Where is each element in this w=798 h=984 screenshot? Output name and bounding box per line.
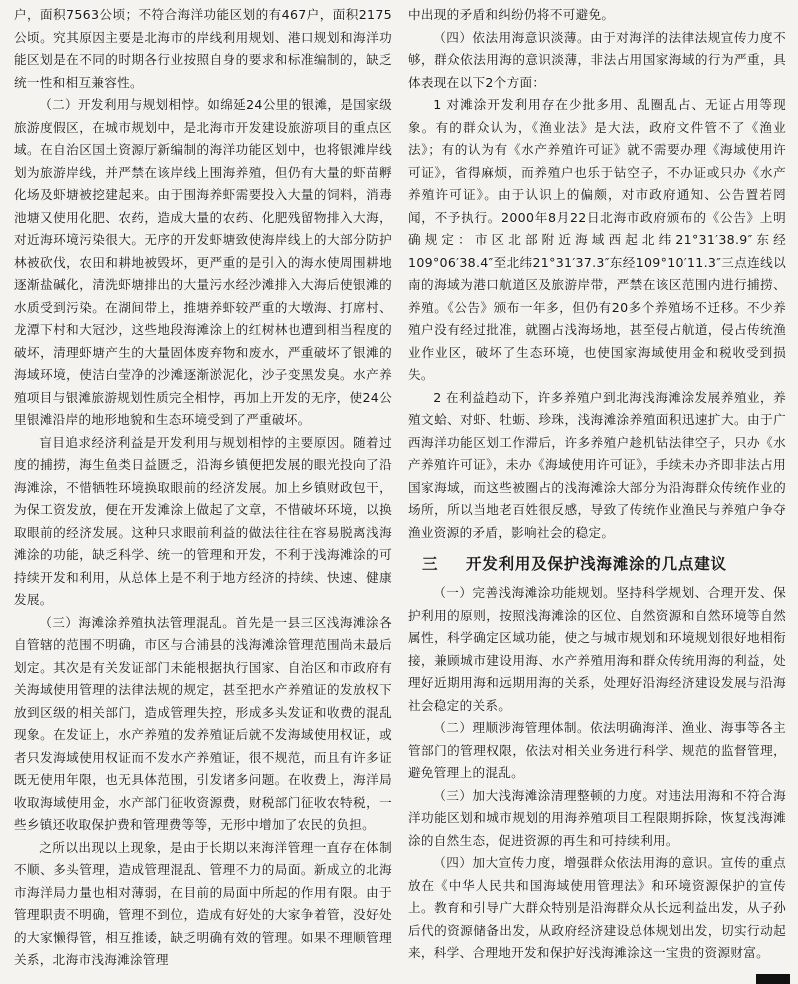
- left-paragraph-1: 户，面积7563公顷；不符合海洋功能区划的有467户，面积2175公顷。究其原因主要是北海市的岸线利用规划、港口规划和海洋功能区划是在不同的时期各行业按照自身的要求和标准编制的，缺乏统一性和相互兼容性。: [14, 7, 392, 90]
- page-corner-mark: [756, 974, 790, 984]
- left-paragraph-2: （二）开发利用与规划相悖。如绵延24公里的银滩，是国家级旅游度假区，在城市规划中，是北海市开发建设旅游项目的重点区域。在自治区国土资源厅新编制的海洋功能区划中，也将银滩岸线划为旅游岸线，并严禁在该岸线上围海养殖，但仍有大量的虾苗孵化场及虾塘被挖建起来。由于围海养虾需要投入大量的饲料，消毒池塘又使用化肥、农药，造成大量的农药、化肥残留物排入大海，对近海环境污染很大。无序的开发虾塘致使海岸线上的大部分防护林被砍伐，农田和耕地被毁坏，更严重的是引入的海水使周围耕地逐渐盐碱化，清洗虾塘排出的大量污水经沙滩排入大海后使银滩的水质受到污染。在湖间带上，推塘养虾较严重的大墩海、打席村、龙潭下村和大冠沙，这些地段海滩涂上的红树林也遭到相当程度的破坏，清理虾塘产生的大量固体废弃物和废水，严重破坏了银滩的海域环境，使洁白莹净的沙滩逐渐淤泥化，沙子变黑发臭。水产养殖项目与银滩旅游规划性质完全相悖，再加上开发的无序，使24公里银滩沿岸的地形地貌和生态环境受到了严重破坏。: [14, 97, 392, 427]
- section-heading: [422, 552, 786, 576]
- right-paragraph-7: （三）加大浅海滩涂清理整顿的力度。对违法用海和不符合海洋功能区划和城市规划的用海养殖项目工程限期拆除，恢复浅海滩涂的自然生态，促进资源的再生和可持续利用。: [408, 787, 786, 848]
- right-paragraph-6: （二）理顺涉海管理体制。依法明确海洋、渔业、海事等各主管部门的管理权限，依法对相关业务进行科学、规范的监督管理，避免管理上的混乱。: [408, 720, 786, 780]
- section-title: 开发利用及保护浅海滩涂的几点建议: [466, 554, 727, 573]
- right-paragraph-3: 1 对滩涂开发利用存在少批多用、乱圈乱占、无证占用等现象。有的群众认为，《渔业法》是大法，政府文件管不了《渔业法》；有的认为有《水产养殖许可证》就不需要办理《海域使用许可证》，省得麻烦，而养殖户也乐于钻空子，不办证或只办《水产养殖许可证》。由于认识上的偏颇，对市政府通知、公告置若罔闻，不予执行。2000年8月22日北海市政府颁布的《公告》上明确规定：市区北部附近海域西起北纬21°31′38.9″东经109°06′38.4″至北纬21°31′37.3″东经109°10′11.3″三点连线以南的海域为港口航道区及旅游岸带，严禁在该区范围内进行捕捞、养殖。《公告》颁布一年多，但仍有20多个养殖场不迁移。不少养殖户没有经过批准，就圈占浅海场地，甚至侵占航道，侵占传统渔业作业区，破坏了生态环境，也使国家海域使用金和税收受到损失。: [408, 97, 786, 382]
- right-paragraph-2: （四）依法用海意识淡薄。由于对海洋的法律法规宣传力度不够，群众依法用海的意识淡薄，非法占用国家海域的行为严重，具体表现在以下2个方面：: [408, 29, 786, 90]
- right-paragraph-1: 中出现的矛盾和纠纷仍将不可避免。: [408, 7, 615, 22]
- right-paragraph-4: 2 在利益趋动下，许多养殖户到北海浅海滩涂发展养殖业，养殖文蛤、对虾、牡蛎、珍珠，浅海滩涂养殖面积迅速扩大。由于广西海洋功能区划工作滞后，许多养殖户趁机钻法律空子，只办《水产养殖许可证》，未办《海域使用许可证》，手续未办齐即非法占用国家海域，而这些被圈占的浅海滩涂大部分为沿海群众传统作业的场所，所以当地老百姓很反感，导致了传统作业渔民与养殖户争夺渔业资源的矛盾，影响社会的稳定。: [408, 389, 786, 540]
- left-column: [14, 4, 392, 972]
- left-paragraph-3: 盲目追求经济利益是开发利用与规划相悖的主要原因。随着过度的捕捞，海生鱼类日益匮乏，沿海乡镇便把发展的眼光投向了沿海滩涂，不惜牺牲环境换取眼前的经济发展。加上乡镇财政包干，为保工资发放，便在开发滩涂上做起了文章，不惜破坏环境，以换取眼前的经济发展。这种只求眼前利益的做法往往在容易脱离浅海滩涂的功能，缺乏科学、统一的管理和开发，不利于浅海滩涂的可持续开发和利用，从总体上是不利于地方经济的持续、快速、健康发展。: [14, 434, 392, 607]
- left-paragraph-5: 之所以出现以上现象，是由于长期以来海洋管理一直存在体制不顺、多头管理，造成管理混乱、管理不力的局面。新成立的北海市海洋局力量也相对薄弱，在目前的局面中所起的作用有限。由于管理职责不明确，管理不到位，造成有好处的大家争着管，没好处的大家懒得管，相互推诿，缺乏明确有效的管理。如果不理顺管理关系，北海市浅海滩涂管理: [14, 839, 392, 967]
- right-paragraph-5: （一）完善浅海滩涂功能规划。坚持科学规划、合理开发、保护利用的原则，按照浅海滩涂的区位、自然资源和自然环境等自然属性，科学确定区域功能，使之与城市规划和环境规划很好地相衔接，兼顾城市建设用海、水产养殖用海和群众传统用海的利益，处理好近期用海和远期用海的关系，处理好沿海经济建设发展与沿海社会稳定的关系。: [408, 585, 786, 713]
- right-column: [408, 4, 786, 965]
- left-paragraph-4: （三）海滩涂养殖执法管理混乱。首先是一县三区浅海滩涂各自管辖的范围不明确，市区与合浦县的浅海滩涂管理范围尚未最后划定。其次是有关发证部门未能根据执行国家、自治区和市政府有关海域使用管理的法律法规的规定，甚至把水产养殖证的发放权下放到区级的相关部门，造成管理失控，形成多头发证和收费的混乱现象。在发证上，水产养殖的发养殖证后就不发海域使用权证，或者只发海域使用权证而不发水产养殖证，很不规范，而且有许多证既无使用年限，也无具体范围，引发诸多问题。在收费上，海洋局收取海域使用金，水产部门征收资源费，财税部门征收农特税，一些乡镇还收取保护费和管理费等等，无形中增加了农民的负担。: [14, 614, 392, 832]
- right-paragraph-8: （四）加大宣传力度，增强群众依法用海的意识。宣传的重点放在《中华人民共和国海域使用管理法》和环境资源保护的宣传上。教育和引导广大群众特别是沿海群众从长远利益出发，从子孙后代的资源储备出发，从政府经济建设总体规划出发，切实行动起来，科学、合理地开发和保护好浅海滩涂这一宝贵的资源财富。: [408, 855, 786, 960]
- section-number: 三: [422, 554, 439, 573]
